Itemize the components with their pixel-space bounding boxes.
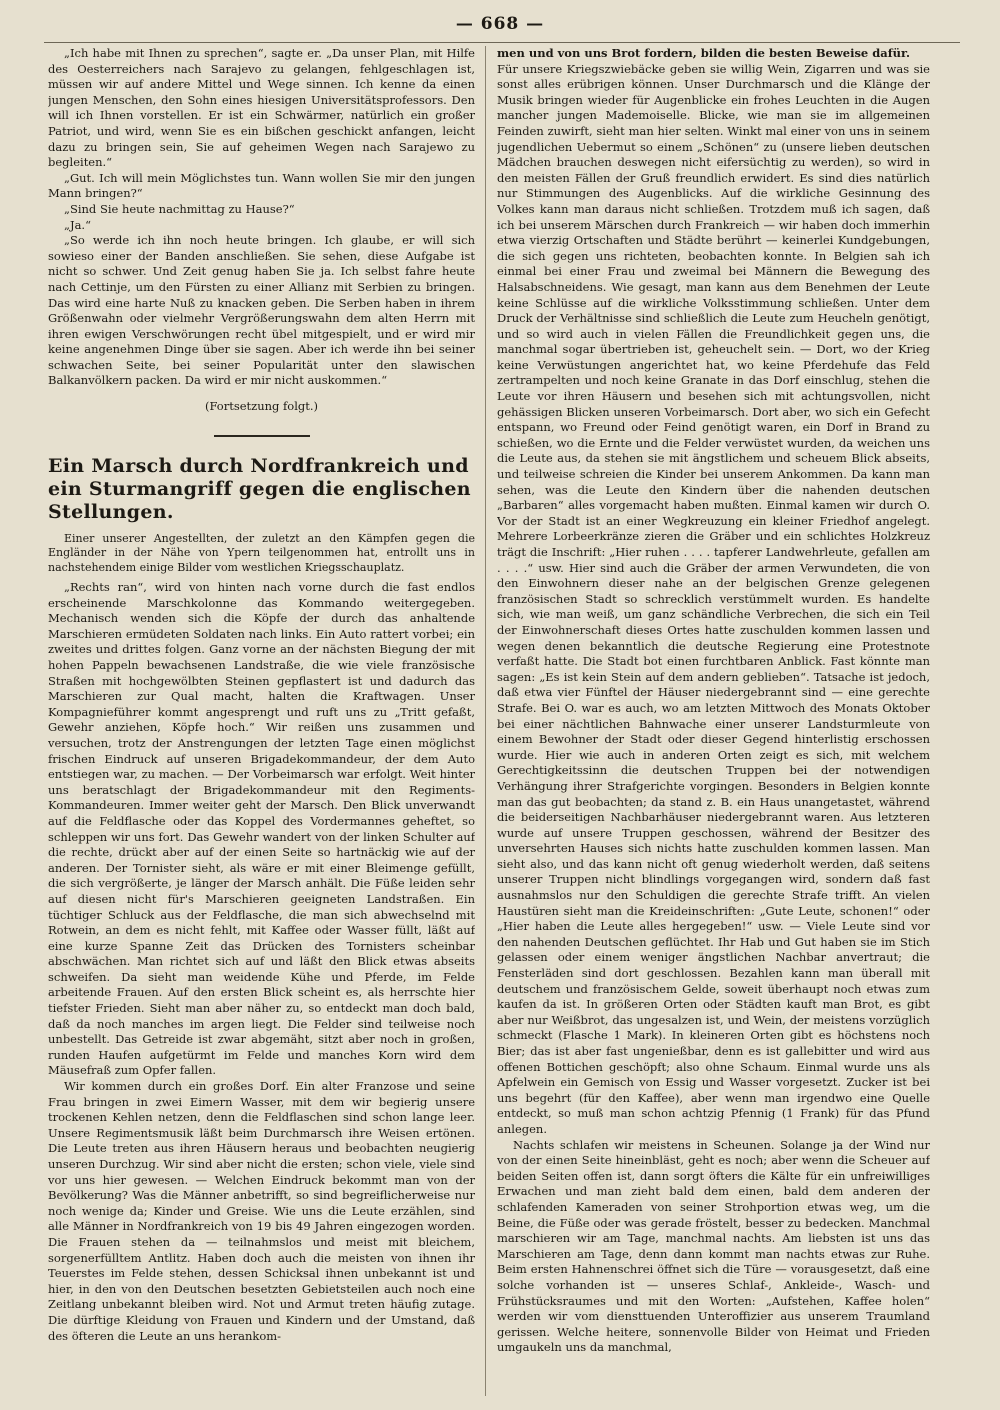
story-paragraph: „So werde ich ihn noch heute bringen. Ich glaube, er will sich sowieso einer der Banden anschließen. Sie sehen, diese Aufgabe ist nicht so schwer. Und Zeit genug haben Sie ja. Ich selbst fahre heute nach Cettinje, um den Fürsten zu einer Allianz mit Serbien zu bringen. Das wird eine harte Nuß zu knacken geben. Die Serben haben in ihrem Größenwahn oder vielmehr Vergrößerungswahn dem alten Herrn mit ihren ewigen Verschwörungen recht übel mitgespielt, und er wird mir keine angenehmen Dinge über sie sagen. Aber ich werde ihn bei seiner schwachen Seite, bei seiner Popularität unter den slawischen Balkanvölkern packen. Da wird er mir nicht auskommen.“ [48,233,475,388]
continuation-note: (Fortsetzung folgt.) [204,399,319,414]
story-paragraph: „Gut. Ich will mein Möglichstes tun. Wann wollen Sie mir den jungen Mann bringen?“ [48,170,475,201]
section-separator [214,435,310,437]
article-title: Ein Marsch durch Nordfrankreich und ein Sturmangriff gegen die englischen Stellungen. [48,454,471,523]
article-paragraph: „Rechts ran“, wird von hinten nach vorne durch die fast endlos erscheinende Marschkolonne das Kommando weitergegeben. Mechanisch wenden sich die Köpfe der durch das anhaltende Marschieren ermüdeten Soldaten nach links. Ein Auto rattert vorbei; ein zweites und drittes folgen. Ganz vorne an der nächsten Biegung der mit hohen Pappeln bewachsenen Landstraße, die wie viele französische Straßen mit hochgewölbten Steinen gepflastert ist und dadurch das Marschieren zur Qual macht, halten die Kraftwagen. Unser Kompagnieführer kommt angesprengt und ruft uns zu „Tritt gefaßt, Gewehr anziehen, Köpfe hoch.“ Wir reißen uns zusammen und versuchen, trotz der Anstrengungen der letzten Tage einen möglichst frischen Eindruck auf unseren Brigadekommandeur, der dem Auto entstiegen war, zu machen. — Der Vorbeimarsch war erfolgt. Weit hinter uns beratschlagt der Brigadekommandeur mit den Regiments-Kommandeuren. Immer weiter geht der Marsch. Den Blick unverwandt auf die Feldflasche oder das Koppel des Vordermannes geheftet, so schleppen wir uns fort. Das Gewehr wandert von der linken Schulter auf die rechte, drückt aber auf der einen Seite so hartnäckig wie auf der anderen. Der Tornister sieht, als wäre er mit einer Bleimenge gefüllt, die sich vergrößerte, je länger der Marsch anhält. Die Füße leiden sehr auf diesen nicht für's Marschieren geeigneten Landstraßen. Ein tüchtiger Schluck aus der Feldflasche, die man sich abwechselnd mit Rotwein, an dem es nicht fehlt, mit Kaffee oder Wasser füllt, läßt auf eine kurze Spanne Zeit das Drücken des Tornisters scheinbar abschwächen. Man richtet sich auf und läßt den Blick etwas abseits schweifen. Da sieht man weidende Kühe und Pferde, im Felde arbeitende Frauen. Auf den ersten Blick scheint es, als herrschte hier tiefster Frieden. Sieht man aber näher zu, so entdeckt man doch bald, daß da noch manches im argen liegt. Die Felder sind teilweise noch unbestellt. Das Getreide ist zwar abgemäht, sitzt aber noch in großen, runden Haufen aufgetürmt im Felde und manches Korn wird dem Mäusefraß zum Opfer fallen. [48,580,475,1078]
article-paragraph: Wir kommen durch ein großes Dorf. Ein alter Franzose und seine Frau bringen in zwei Eimern Wasser, mit dem wir begierig unsere trockenen Kehlen netzen, denn die Feldflaschen sind schon lange leer. Unsere Regimentsmusik läßt beim Durchmarsch ihre Weisen ertönen. Die Leute treten aus ihren Häusern heraus und beobachten neugierig unseren Durchzug. Wir sind aber nicht die ersten; schon viele, viele sind vor uns hier gewesen. — Welchen Eindruck bekommt man von der Bevölkerung? Was die Männer anbetrifft, so sind begreiflicherweise nur noch wenige da; Kinder und Greise. Wie uns die Leute erzählen, sind alle Männer in Nordfrankreich von 19 bis 49 Jahren eingezogen worden. Die Frauen stehen da — teilnahmslos und meist mit bleichem, sorgenerfülltem Antlitz. Haben doch auch die meisten von ihnen ihr Teuerstes im Felde stehen, dessen Schicksal ihnen unbekannt ist und hier, in den von den Deutschen besetzten Gebietsteilen auch noch eine Zeitlang unbekannt bleiben wird. Not und Armut treten häufig zutage. Die dürftige Kleidung von Frauen und Kindern und der Umstand, daß des öfteren die Leute an uns herankom- [48,1079,475,1343]
continued-line: men und von uns Brot fordern, bilden die besten Beweise dafür. [497,46,911,60]
left-column [48,46,475,1396]
story-paragraph: „Ja.“ [64,217,91,232]
article-intro: Einer unserer Angestellten, der zuletzt an den Kämpfen gegen die Engländer in der Nähe von Ypern teilgenommen hat, entrollt uns in nachstehendem einige Bilder vom westlichen Kriegsschauplatz. [48,531,475,575]
story-paragraph: „Sind Sie heute nachmittag zu Hause?“ [64,201,295,216]
right-column [497,46,930,1396]
header-rule [44,42,960,43]
article-paragraph: Nachts schlafen wir meistens in Scheunen. Solange ja der Wind nur von der einen Seite hineinbläst, geht es noch; aber wenn die Scheuer auf beiden Seiten offen ist, dann sorgt öfters die Kälte für ein unfreiwilliges Erwachen und man zieht bald dem einen, bald dem anderen der schlafenden Kameraden von seiner Strohportion etwas weg, um die Beine, die Füße oder was gerade fröstelt, besser zu bedecken. Manchmal marschieren wir am Tage, manchmal nachts. Am liebsten ist uns das Marschieren am Tage, denn dann kommt man nachts etwas zur Ruhe. Beim ersten Hahnenschrei öffnet sich die Türe — vorausgesetzt, daß eine solche vorhanden ist — unseres Schlaf-, Ankleide-, Wasch- und Frühstücksraumes und mit den Worten: „Aufstehen, Kaffee holen“ werden wir vom diensttuenden Unteroffizier aus unserem Traumland gerissen. Welche heitere, sonnenvolle Bilder von Heimat und Frieden umgaukeln uns da manchmal, [497,1137,930,1355]
story-paragraph: „Ich habe mit Ihnen zu sprechen“, sagte er. „Da unser Plan, mit Hilfe des Oesterreichers nach Sarajevo zu gelangen, fehlgeschlagen ist, müssen wir auf andere Mittel und Wege sinnen. Ich kenne da einen jungen Menschen, den Sohn eines hiesigen Universitätsprofessors. Den will ich Ihnen vorstellen. Er ist ein Schwärmer, natürlich ein großer Patriot, und wird, wenn Sie es ein bißchen geschickt anfangen, leicht dazu zu bringen sein, Sie auf geheimen Wegen nach Sarajewo zu begleiten.“ [48,46,475,170]
article-paragraph: Für unsere Kriegszwiebäcke geben sie willig Wein, Zigarren und was sie sonst alles erübrigen können. Unser Durchmarsch und die Klänge der Musik bringen wieder für Augenblicke ein frohes Leuchten in die Augen mancher jungen Mademoiselle. Blicke, wie man sie im allgemeinen Feinden zuwirft, sieht man hier selten. Winkt mal einer von uns in seinem jugendlichen Uebermut so einem „Schönen“ zu (unsere lieben deutschen Mädchen brauchen deswegen nicht eifersüchtig zu werden), so wird in den meisten Fällen der Gruß freundlich erwidert. Es sind dies natürlich nur Stimmungen des Augenblicks. Auf die wirkliche Gesinnung des Volkes kann man daraus nicht schließen. Trotzdem muß ich sagen, daß ich bei unserem Märschen durch Frankreich — wir haben doch immerhin etwa vierzig Ortschaften und Städte berührt — keinerlei Kundgebungen, die sich gegen uns richteten, beobachten konnte. In Belgien sah ich einmal bei einer Frau und zweimal bei Männern die Bewegung des Halsabschneidens. Wie gesagt, man kann aus dem Benehmen der Leute keine Schlüsse auf die wirkliche Volksstimmung schließen. Unter dem Druck der Verhältnisse sind schließlich die Leute zum Heucheln genötigt, und so wird auch in vielen Fällen die Freundlichkeit gegen uns, die manchmal sogar übertrieben ist, geheuchelt sein. — Dort, wo der Krieg keine Verwüstungen angerichtet hat, wo keine Pferdehufe das Feld zertrampelten und noch keine Granate in das Dorf einschlug, stehen die Leute vor ihren Häusern und besehen sich mit achtungsvollen, nicht gehässigen Blicken unseren Vorbeimarsch. Dort aber, wo sich ein Gefecht entspann, wo Freund oder Feind genötigt waren, ein Dorf in Brand zu schießen, wo die Ernte und die Felder verwüstet wurden, da weichen uns die Leute aus, da stehen sie mit ängstlichem und scheuem Blick abseits, und teilweise schreien die Kinder bei unserem Ankommen. Da kann man sehen, was die Leute den Kindern über die nahenden deutschen „Barbaren“ alles vorgemacht haben mußten. Einmal kamen wir durch O. Vor der Stadt ist an einer Wegkreuzung ein kleiner Friedhof angelegt. Mehrere Lorbeerkränze zieren die Gräber und ein schlichtes Holzkreuz trägt die Inschrift: „Hier ruhen . . . . tapferer Landwehrleute, gefallen am . . . .“ usw. Hier sind auch die Gräber der armen Verwundeten, die von den Einwohnern dieser nahe an der belgischen Grenze gelegenen französischen Stadt so schrecklich verstümmelt wurden. Es handelte sich, wie man weiß, um ganz schändliche Verbrechen, die sich ein Teil der Einwohnerschaft dieses Ortes hatte zuschulden kommen lassen und wegen denen bekanntlich die deutsche Regierung eine Protestnote verfaßt hatte. Die Stadt bot einen furchtbaren Anblick. Fast könnte man sagen: „Es ist kein Stein auf dem andern geblieben“. Tatsache ist jedoch, daß etwa vier Fünftel der Häuser niedergebrannt sind — eine gerechte Strafe. Bei O. war es auch, wo am letzten Mittwoch des Monats Oktober bei einer nächtlichen Bahnwache einer unserer Landsturmleute von einem Bewohner der Stadt oder dieser Gegend hinterlistig erschossen wurde. Hier wie auch in anderen Orten zeigt es sich, mit welchem Gerechtigkeitssinn die deutschen Truppen bei der notwendigen Verhängung ihrer Strafgerichte vorgingen. Besonders in Belgien konnte man das gut beobachten; da stand z. B. ein Haus unangetastet, während die beiderseitigen Nachbarhäuser niedergebrannt waren. Aus letzteren wurde auf unsere Truppen geschossen, während der Besitzer des unversehrten Hauses sich nichts hatte zuschulden kommen lassen. Man sieht also, und das kann nicht oft genug wiederholt werden, daß seitens unserer Truppen nicht blindlings vorgegangen wird, sondern daß fast ausnahmslos nur den Schuldigen die gerechte Strafe trifft. An vielen Haustüren sieht man die Kreideinschriften: „Gute Leute, schonen!“ oder „Hier haben die Leute alles hergegeben!“ usw. — Viele Leute sind vor den nahenden Deutschen geflüchtet. Ihr Hab und Gut haben sie im Stich gelassen oder einem weniger ängstlichen Nachbar anvertraut; die Fensterläden sind dort geschlossen. Bezahlen kann man überall mit deutschem und französischem Gelde, soweit überhaupt noch etwas zum kaufen da ist. In größeren Orten oder Städten kauft man Brot, es gibt aber nur Weißbrot, das ungesalzen ist, und Wein, der meistens vorzüglich schmeckt (Flasche 1 Mark). In kleineren Orten gibt es höchstens noch Bier; das ist aber fast ungenießbar, denn es ist gallebitter und wird aus offenen Bottichen geschöpft; also ohne Schaum. Einmal wurde uns als Apfelwein ein Gemisch von Essig und Wasser vorgesetzt. Zucker ist bei uns begehrt (für den Kaffee), aber wenn man irgendwo eine Quelle entdeckt, so muß man schon achtzig Pfennig (1 Frank) für das Pfund anlegen. [497,61,930,1136]
column-divider [485,46,486,1396]
page-number: — 668 — [455,14,545,34]
article-intro-block [48,532,475,576]
